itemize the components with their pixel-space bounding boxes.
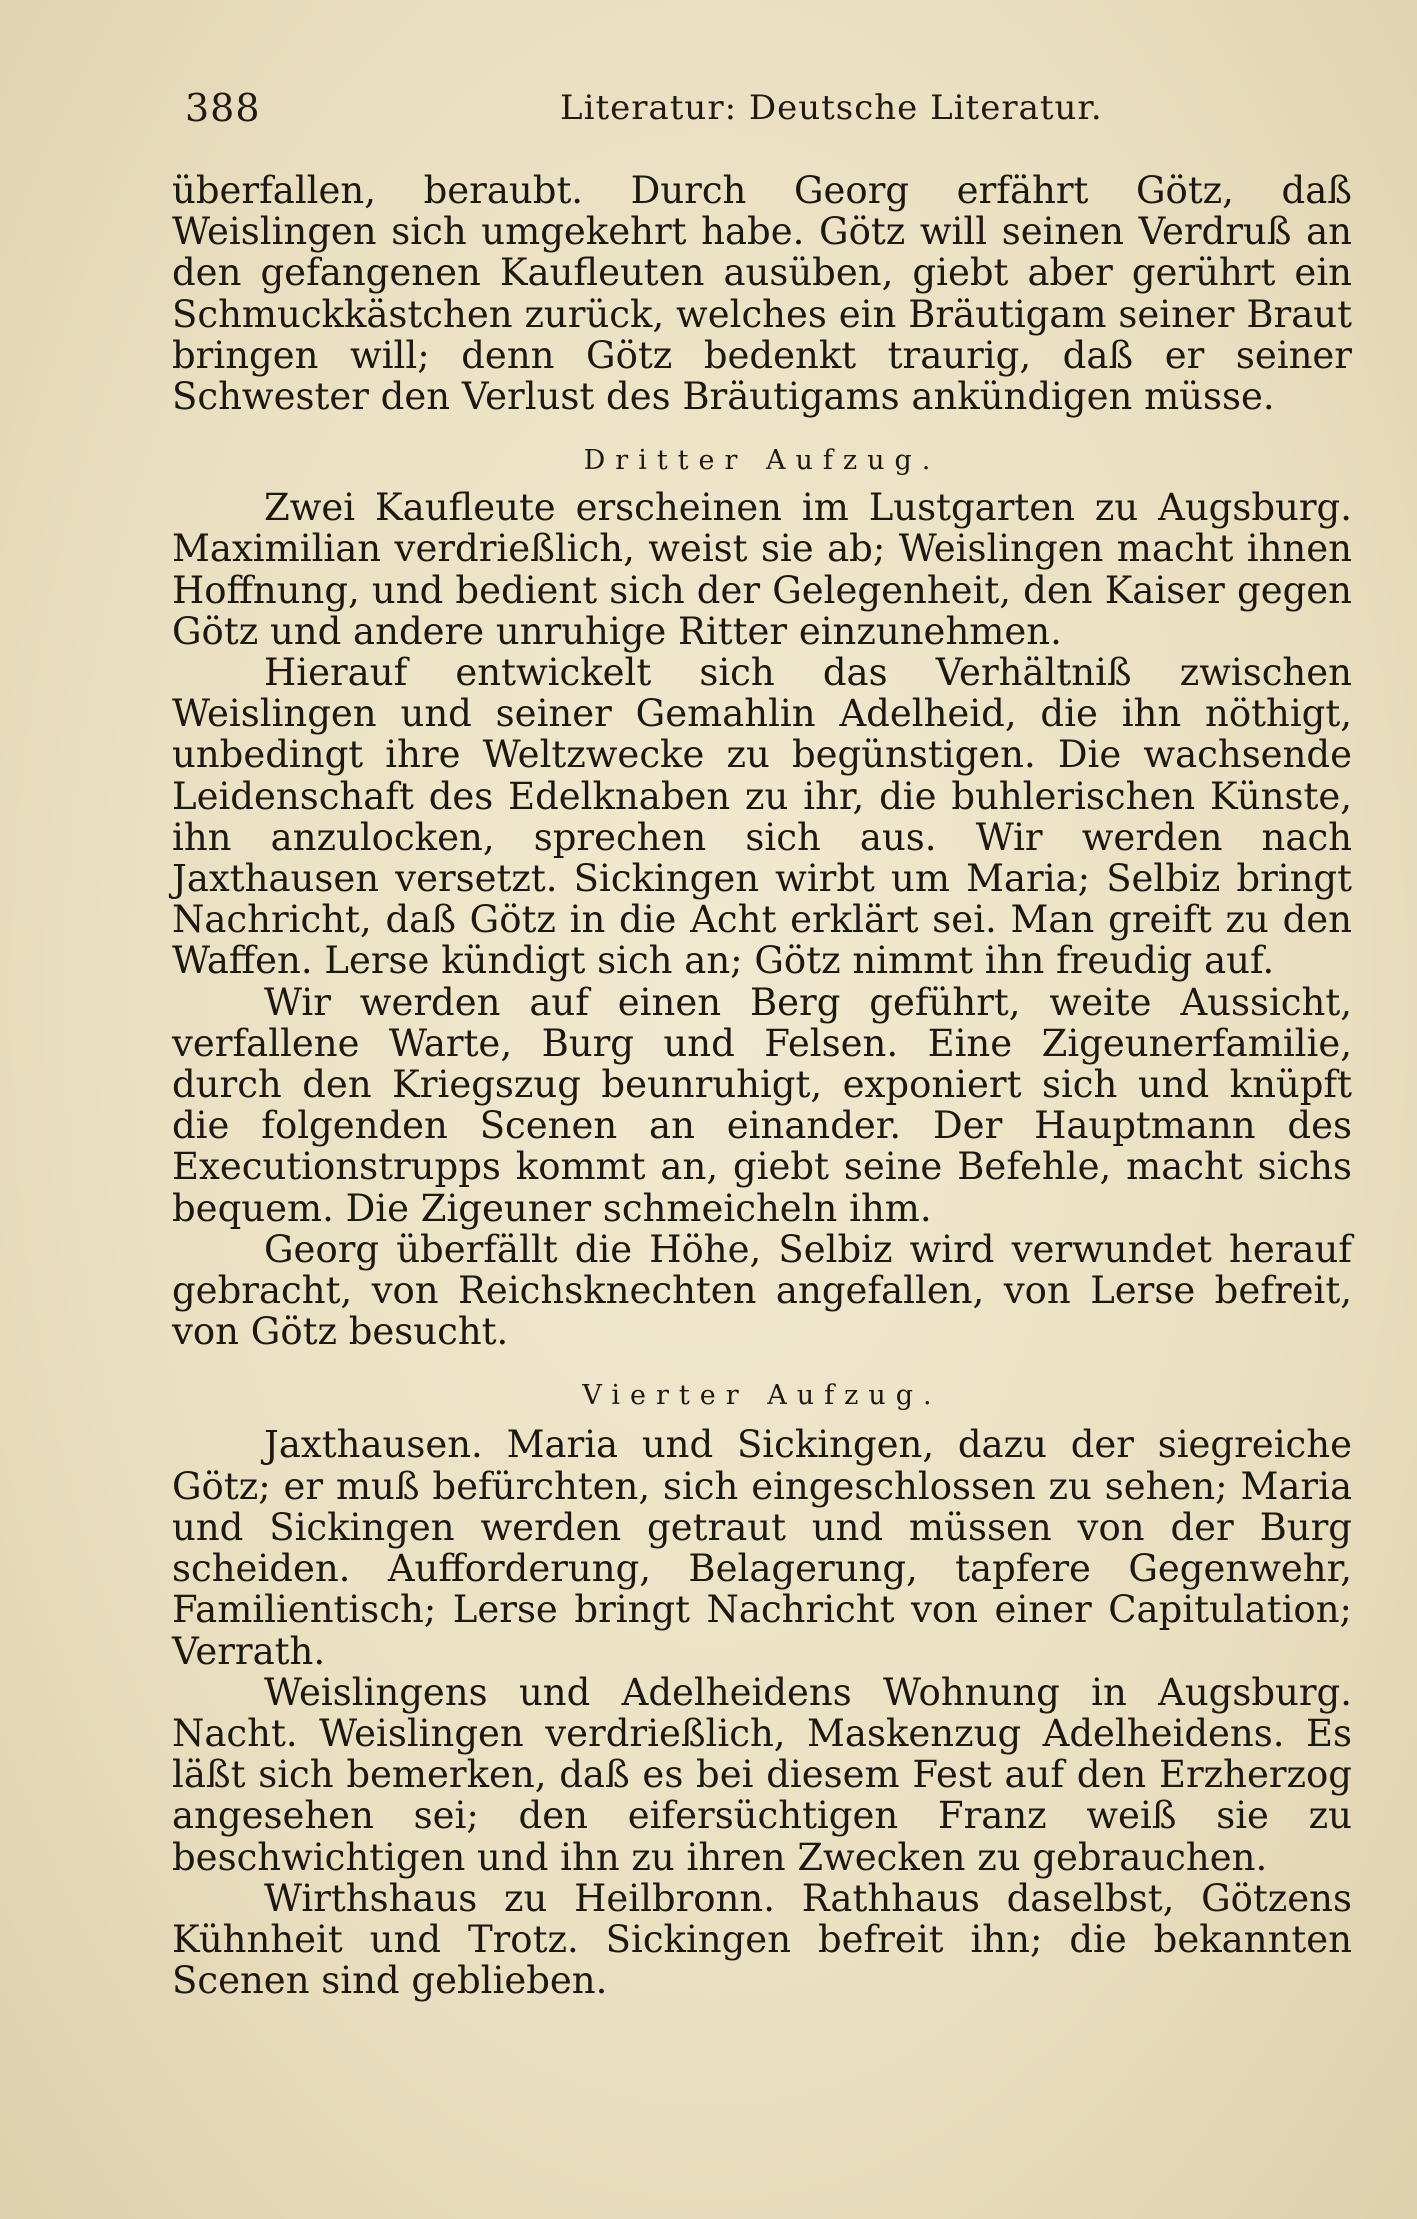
paragraph: Wirthshaus zu Heilbronn. Rathhaus daselbst, Götzens Kühnheit und Trotz. Sickingen befreit ihn; die bekannten Scenen sind geblieben. [172,1876,1352,2003]
body-text [172,170,1352,2001]
act-four-heading: Vierter Aufzug. [582,1380,942,1412]
act-three-heading: Dritter Aufzug. [583,445,941,477]
paragraph: Hierauf entwickelt sich das Verhältniß zwischen Weislingen und seiner Gemahlin Adelheid, die ihn nöthigt, unbedingt ihre Weltzwecke zu begünstigen. Die wachsende Leidenschaft des Edelknaben zu ihr, die buhlerischen Künste, ihn anzulocken, sprechen sich aus. Wir werden nach Jaxthausen versetzt. Sickingen wirbt um Maria; Selbiz bringt Nachricht, daß Götz in die Acht erklärt sei. Man greift zu den Waffen. Lerse kündigt sich an; Götz nimmt ihn freudig auf. [172,651,1352,983]
paragraph: Jaxthausen. Maria und Sickingen, dazu der siegreiche Götz; er muß befürchten, sich eingeschlossen zu sehen; Maria und Sickingen werden getraut und müssen von der Burg scheiden. Aufforderung, Belagerung, tapfere Gegenwehr, Familientisch; Lerse bringt Nachricht von einer Capitulation; Verrath. [172,1423,1352,1673]
paragraph: Weislingens und Adelheidens Wohnung in Augsburg. Nacht. Weislingen verdrießlich, Maskenzug Adelheidens. Es läßt sich bemerken, daß es bei diesem Fest auf den Erzherzog angesehen sei; den eifersüchtigen Franz weiß sie zu beschwichtigen und ihn zu ihren Zwecken zu gebrauchen. [172,1670,1352,1879]
page-header [185,78,1355,138]
paragraph: Wir werden auf einen Berg geführt, weite Aussicht, verfallene Warte, Burg und Felsen. Eine Zigeunerfamilie, durch den Kriegszug beunruhigt, exponiert sich und knüpft die folgenden Scenen an einander. Der Hauptmann des Executionstrupps kommt an, giebt seine Befehle, macht sichs bequem. Die Zigeuner schmeicheln ihm. [172,980,1352,1230]
paragraph: Zwei Kaufleute erscheinen im Lustgarten zu Augsburg. Maximilian verdrießlich, weist sie ab; Weislingen macht ihnen Hoffnung, und bedient sich der Gelegenheit, den Kaiser gegen Götz und andere unruhige Ritter einzunehmen. [172,486,1352,653]
paragraph: Georg überfällt die Höhe, Selbiz wird verwundet herauf gebracht, von Reichsknechten angefallen, von Lerse befreit, von Götz besucht. [172,1227,1352,1354]
paragraph-continuation: überfallen, beraubt. Durch Georg erfährt Götz, daß Weislingen sich umgekehrt habe. Götz will seinen Verdruß an den gefangenen Kaufleuten ausüben, giebt aber gerührt ein Schmuckkästchen zurück, welches ein Bräutigam seiner Braut bringen will; denn Götz bedenkt traurig, daß er seiner Schwester den Verlust des Bräutigams ankündigen müsse. [172,169,1352,419]
running-head: Literatur: Deutsche Literatur. [560,88,1103,128]
page-number: 388 [185,86,261,130]
